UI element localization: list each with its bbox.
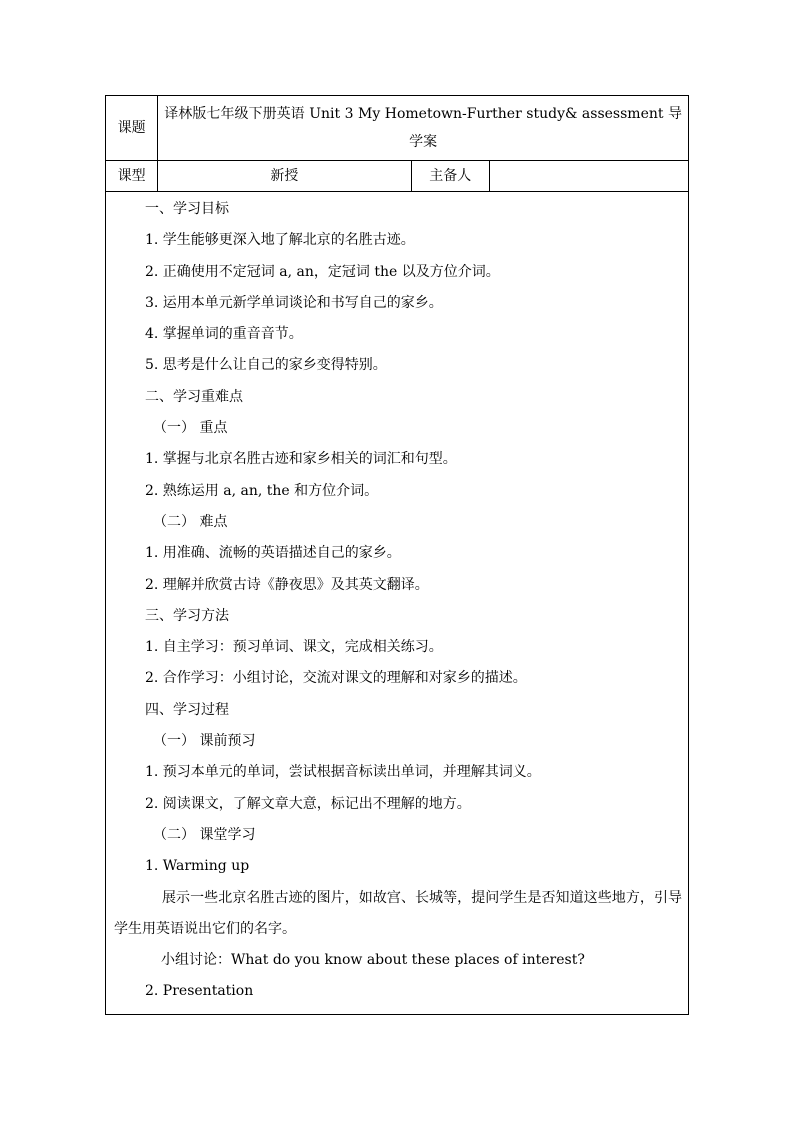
warmup-paragraph: 展示一些北京名胜古迹的图片，如故宫、长城等，提问学生是否知道这些地方，引导学生用英语说出它们的名字。 [114,889,682,937]
list-item: 1. 预习本单元的单词，尝试根据音标读出单词，并理解其词义。 [145,764,541,781]
list-item: 5. 思考是什么让自己的家乡变得特别。 [145,357,387,374]
list-item: 1. 掌握与北京名胜古迹和家乡相关的词汇和句型。 [145,451,457,468]
preparer-value [489,161,688,192]
topic-value: 译林版七年级下册英语 Unit 3 My Hometown-Further study& assessment 导学案 [158,96,689,161]
warmup-discussion: 小组讨论：What do you know about these places of interest? [161,952,585,969]
presentation-heading: 2. Presentation [145,983,254,1000]
topic-row [106,96,689,161]
warmup-heading: 1. Warming up [145,858,250,875]
subsection-heading: （二） 课堂学习 [153,826,256,843]
list-item: 2. 阅读课文，了解文章大意，标记出不理解的地方。 [145,795,471,812]
list-item: 4. 掌握单词的重音音节。 [145,326,303,343]
content-cell [106,192,689,1015]
section-heading: 一、学习目标 [145,201,229,217]
list-item: 1. 学生能够更深入地了解北京的名胜古迹。 [145,232,415,249]
subsection-heading: （二） 难点 [153,513,228,530]
content-row [106,192,689,1015]
type-row [106,161,689,192]
list-item: 2. 理解并欣赏古诗《静夜思》及其英文翻译。 [145,576,429,593]
list-item: 2. 合作学习：小组讨论，交流对课文的理解和对家乡的描述。 [145,670,527,687]
topic-label: 课题 [106,96,158,161]
section-heading: 三、学习方法 [145,607,229,624]
list-item: 3. 运用本单元新学单词谈论和书写自己的家乡。 [145,294,443,311]
subsection-heading: （一） 重点 [153,420,228,437]
list-item: 1. 用准确、流畅的英语描述自己的家乡。 [145,545,401,562]
list-item: 1. 自主学习：预习单词、课文，完成相关练习。 [145,639,443,656]
section-heading: 四、学习过程 [145,701,229,718]
list-item: 2. 熟练运用 a, an, the 和方位介词。 [145,482,379,499]
lesson-plan-table [105,95,689,1015]
preparer-label: 主备人 [411,161,489,192]
list-item: 2. 正确使用不定冠词 a, an，定冠词 the 以及方位介词。 [145,263,500,280]
section-heading: 二、学习重难点 [145,388,243,405]
subsection-heading: （一） 课前预习 [153,733,256,750]
type-label: 课型 [106,161,158,192]
type-value: 新授 [158,161,411,192]
